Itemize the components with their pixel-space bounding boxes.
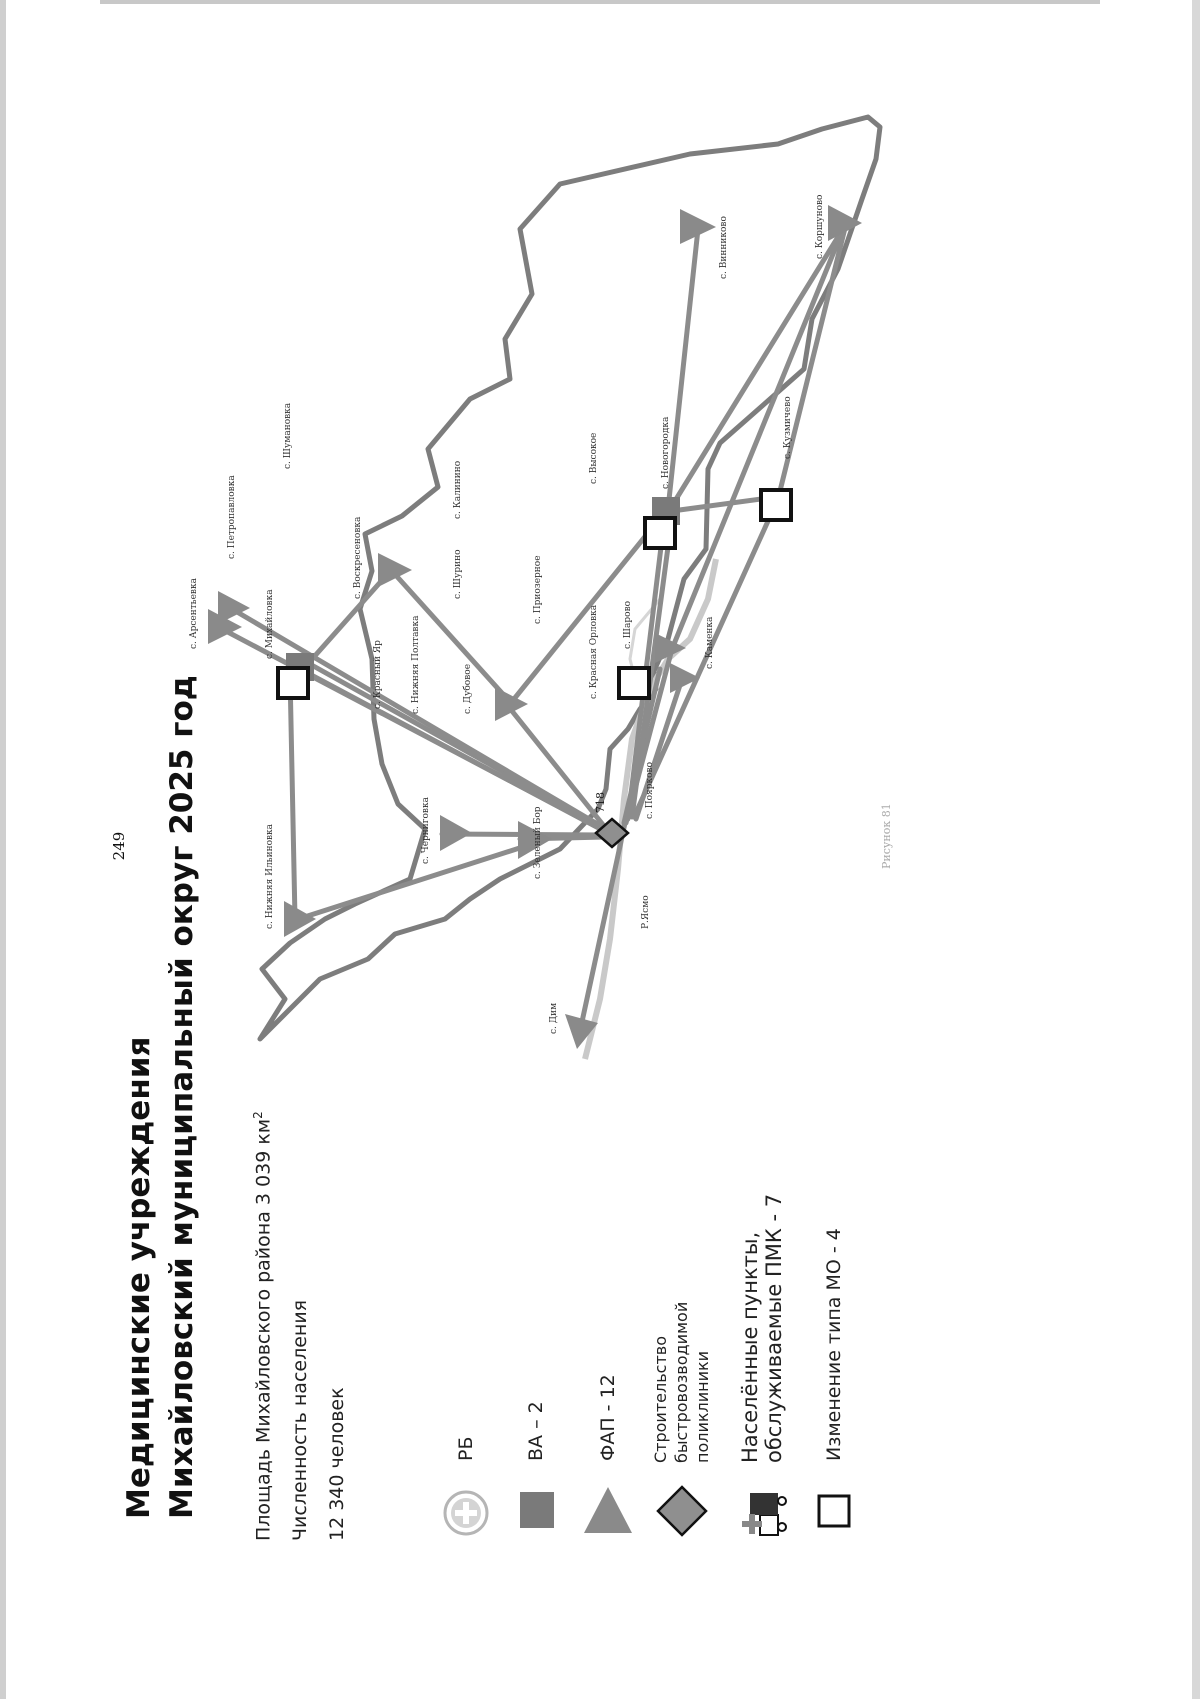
label-chernigovka: с. Черниговка	[421, 797, 431, 864]
mo-change-novogorodka	[645, 518, 675, 548]
label-poyarkovo: с. Поярково	[645, 762, 655, 819]
label-sharovo: с. Шарово	[623, 600, 633, 649]
label-zeleny-bor: с. Зеленый Бор	[533, 806, 543, 879]
legend-mo-change-label: Изменение типа МО - 4	[823, 1228, 845, 1461]
pmk-line-1: Населённые пункты,	[738, 1231, 762, 1463]
label-arsentyevka: с. Арсентьевка	[189, 578, 199, 649]
label-priozernoe: с. Приозерное	[533, 555, 543, 624]
area-prefix: Площадь Михайловского района 3 039 км	[252, 1118, 275, 1541]
population-label: Численность населения	[289, 1299, 312, 1541]
hub-code: 718	[594, 792, 607, 813]
title-line-1: Медицинские учреждения	[121, 1036, 157, 1519]
label-novogorodka: с. Новогородка	[661, 416, 671, 489]
label-rasmo: Р.Ясмо	[641, 895, 651, 929]
label-korshunovo: с. Коршуново	[815, 194, 825, 259]
label-kuzmichevo: с. Кузмичево	[783, 396, 793, 459]
population-value: 12 340 человек	[326, 1387, 349, 1541]
legend-va-label: ВА – 2	[525, 1401, 547, 1461]
pmk-line-2: обслуживаемые ПМК - 7	[762, 1193, 786, 1463]
construction-line-2: быстровозводимой	[672, 1301, 691, 1463]
label-kalinino: с. Калинино	[453, 460, 463, 519]
construction-line-1: Строительство	[651, 1336, 670, 1463]
label-dubovoe: с. Дубовое	[463, 663, 473, 714]
label-petropavlovka: с. Петропавловка	[227, 475, 237, 559]
label-mikhaylovka: с. Михайловка	[265, 589, 275, 659]
label-voskresenovka: с. Воскресеновка	[353, 516, 363, 599]
label-krasnaya-orlovka: с. Красная Орловка	[589, 604, 599, 699]
label-dim: с. Дим	[549, 1002, 559, 1034]
mo-change-krasnaya-orlovka	[619, 668, 649, 698]
label-vysokoe: с. Высокое	[589, 432, 599, 484]
area-superscript: 2	[251, 1111, 265, 1119]
figure-caption: Рисунок 81	[880, 803, 893, 869]
mo-change-kuzmichevo	[761, 490, 791, 520]
route-mikhaylovka-nizhnyaya-ilyinovka	[290, 674, 295, 919]
construction-line-3: поликлиники	[693, 1350, 712, 1463]
label-shumanovka: с. Шумановка	[283, 402, 293, 469]
label-shurino: с. Шурино	[453, 549, 463, 599]
mo-change-mikhaylovka	[278, 668, 308, 698]
label-kamenka: с. Каменка	[705, 616, 715, 669]
label-nizhnyaya-poltavka: с. Нижняя Полтавка	[411, 615, 421, 714]
title-line-2: Михайловский муниципальный округ 2025 год	[164, 675, 200, 1519]
legend-rb-label: РБ	[455, 1436, 477, 1461]
page-number: 249	[110, 831, 128, 861]
label-vinnikovo: с. Винниково	[719, 216, 729, 279]
fap-kamenka	[670, 663, 700, 693]
label-krasny-yar: с. Красный Яр	[373, 640, 383, 709]
legend-fap-label: ФАП - 12	[597, 1374, 619, 1461]
label-nizhnyaya-ilyinovka: с. Нижняя Ильиновка	[265, 823, 275, 929]
